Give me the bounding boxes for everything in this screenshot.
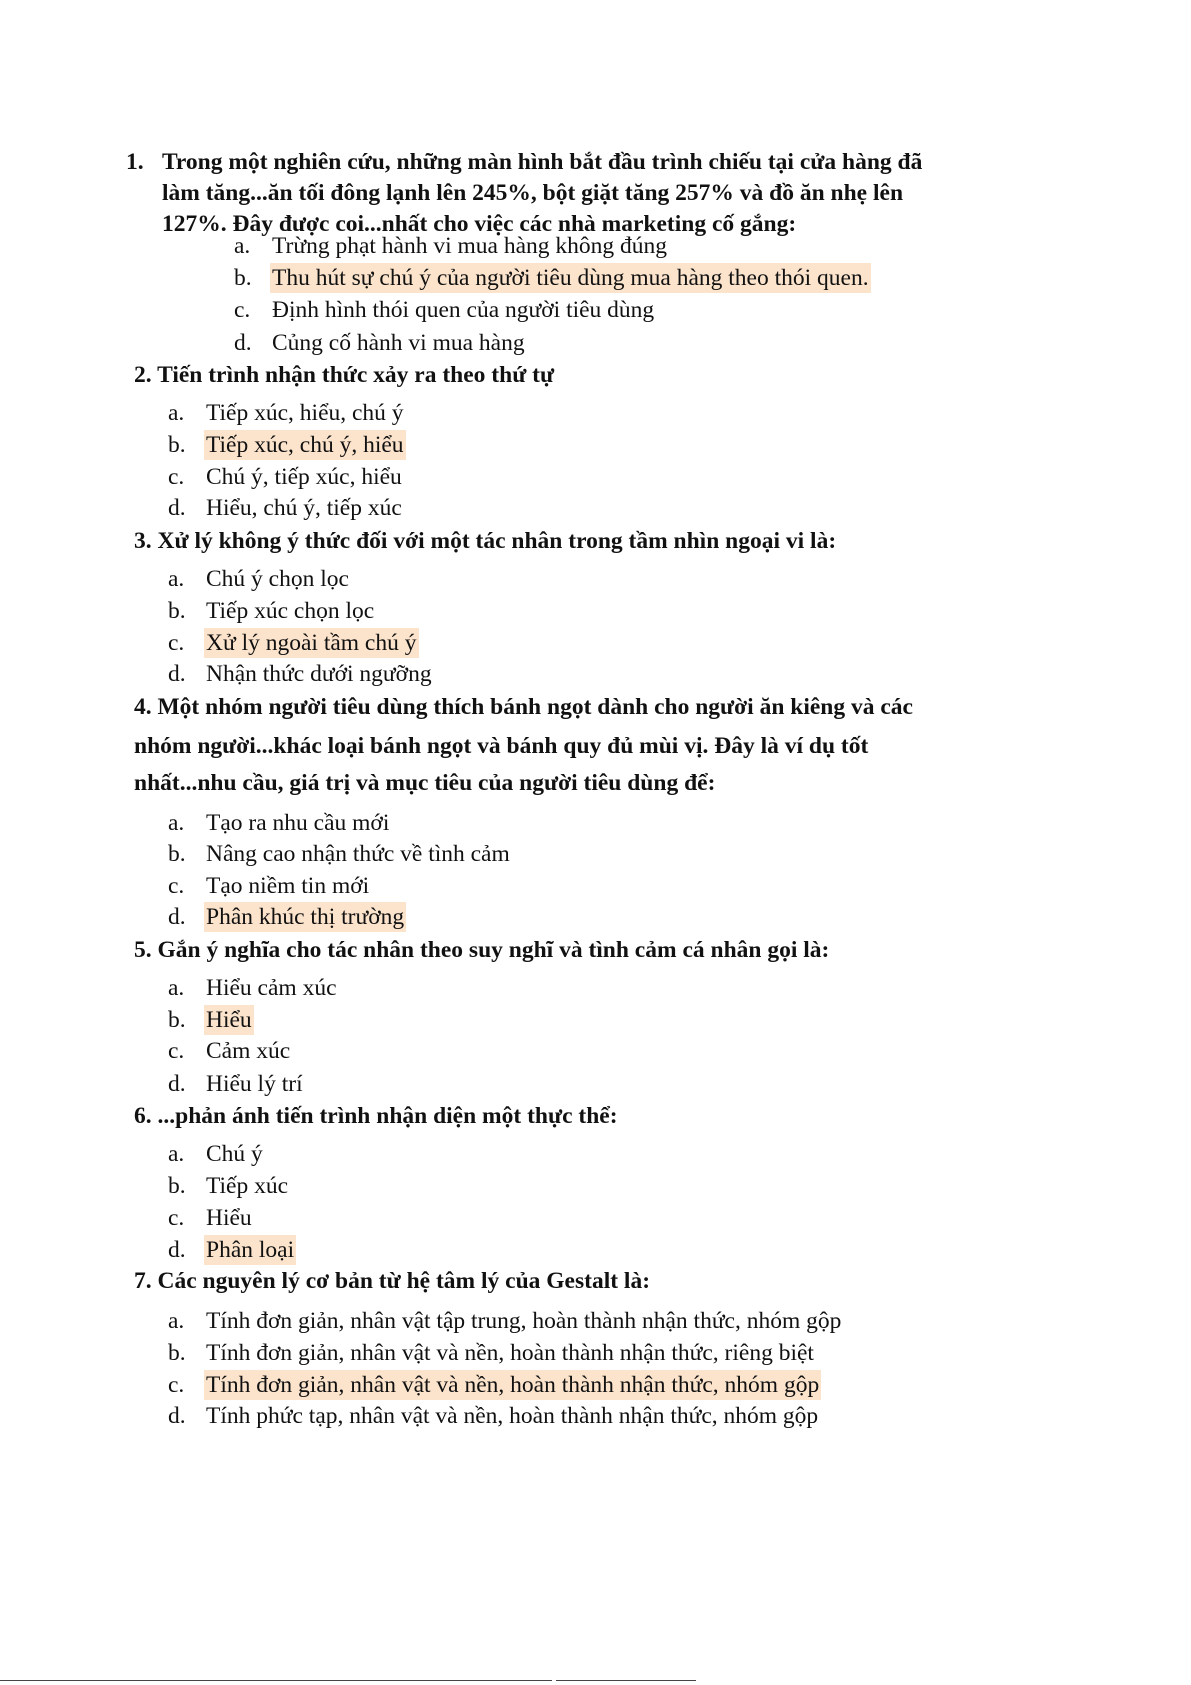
- option-text: Hiểu, chú ý, tiếp xúc: [206, 495, 402, 521]
- option-letter: a.: [168, 400, 185, 426]
- option-letter: b.: [168, 841, 186, 867]
- option-text: Tính phức tạp, nhân vật và nền, hoàn thành nhận thức, nhóm gộp: [206, 1403, 819, 1429]
- option-letter: d.: [168, 1071, 186, 1097]
- footer-divider: [556, 1680, 696, 1681]
- option-letter: d.: [234, 330, 252, 356]
- option-letter: a.: [168, 1141, 185, 1167]
- question-4-line: nhất...nhu cầu, giá trị và mục tiêu của người tiêu dùng để:: [134, 770, 716, 796]
- option-letter: a.: [168, 566, 185, 592]
- option-letter: d.: [168, 661, 186, 687]
- option-text: Chú ý: [206, 1141, 263, 1167]
- option-letter: d.: [168, 495, 186, 521]
- option-text: Định hình thói quen của người tiêu dùng: [272, 297, 655, 323]
- option-text-highlighted: Tính đơn giản, nhân vật và nền, hoàn thành nhận thức, nhóm gộp: [206, 1372, 820, 1398]
- option-text: Hiểu: [206, 1205, 252, 1231]
- option-letter: b.: [168, 432, 186, 458]
- option-text-highlighted: Thu hút sự chú ý của người tiêu dùng mua hàng theo thói quen.: [272, 265, 869, 291]
- question-text-line: làm tăng...ăn tối đông lạnh lên 245%, bột giặt tăng 257% và đồ ăn nhẹ lên: [162, 180, 904, 206]
- option-letter: d.: [168, 904, 186, 930]
- option-letter: c.: [168, 630, 185, 656]
- option-text: Hiểu cảm xúc: [206, 975, 337, 1001]
- option-letter: c.: [234, 297, 251, 323]
- option-text: Tiếp xúc: [206, 1173, 289, 1199]
- question-4-line: nhóm người...khác loại bánh ngọt và bánh quy đủ mùi vị. Đây là ví dụ tốt: [134, 733, 869, 759]
- question-7-title: 7. Các nguyên lý cơ bản từ hệ tâm lý của Gestalt là:: [134, 1268, 651, 1294]
- question-text-line: Trong một nghiên cứu, những màn hình bắt đầu trình chiếu tại cửa hàng đã: [162, 149, 923, 175]
- option-letter: c.: [168, 873, 185, 899]
- option-letter: d.: [168, 1403, 186, 1429]
- option-letter: a.: [168, 975, 185, 1001]
- option-letter: a.: [234, 233, 251, 259]
- option-text-highlighted: Tiếp xúc, chú ý, hiểu: [206, 432, 404, 458]
- question-6-title: 6. ...phản ánh tiến trình nhận diện một thực thể:: [134, 1103, 618, 1129]
- option-letter: b.: [234, 265, 252, 291]
- option-letter: c.: [168, 1372, 185, 1398]
- option-text-highlighted: Phân khúc thị trường: [206, 904, 405, 930]
- option-text: Chú ý, tiếp xúc, hiểu: [206, 464, 402, 490]
- option-letter: b.: [168, 1340, 186, 1366]
- option-text: Cảm xúc: [206, 1038, 291, 1064]
- option-text-highlighted: Phân loại: [206, 1237, 295, 1263]
- option-text: Tiếp xúc, hiểu, chú ý: [206, 400, 404, 426]
- option-letter: d.: [168, 1237, 186, 1263]
- question-text-line: 127%. Đây được coi...nhất cho việc các nhà marketing cố gắng:: [162, 211, 797, 237]
- footer-divider: [0, 1680, 552, 1681]
- question-number: 1.: [126, 149, 144, 175]
- question-4-line: 4. Một nhóm người tiêu dùng thích bánh ngọt dành cho người ăn kiêng và các: [134, 694, 913, 720]
- option-letter: a.: [168, 1308, 185, 1334]
- option-letter: b.: [168, 1173, 186, 1199]
- option-text: Tính đơn giản, nhân vật tập trung, hoàn thành nhận thức, nhóm gộp: [206, 1308, 842, 1334]
- option-text: Chú ý chọn lọc: [206, 566, 349, 592]
- question-5-title: 5. Gắn ý nghĩa cho tác nhân theo suy nghĩ và tình cảm cá nhân gọi là:: [134, 937, 830, 963]
- option-letter: b.: [168, 598, 186, 624]
- option-text: Trừng phạt hành vi mua hàng không đúng: [272, 233, 668, 259]
- option-text: Tạo niềm tin mới: [206, 873, 370, 899]
- option-letter: c.: [168, 464, 185, 490]
- option-text: Nâng cao nhận thức về tình cảm: [206, 841, 510, 867]
- question-2-title: 2. Tiến trình nhận thức xảy ra theo thứ tự: [134, 362, 555, 388]
- question-3-title: 3. Xử lý không ý thức đối với một tác nhân trong tầm nhìn ngoại vi là:: [134, 528, 837, 554]
- option-text: Tạo ra nhu cầu mới: [206, 810, 390, 836]
- option-letter: b.: [168, 1007, 186, 1033]
- option-text: Củng cố hành vi mua hàng: [272, 330, 525, 356]
- option-text-highlighted: Hiểu: [206, 1007, 252, 1033]
- option-letter: c.: [168, 1038, 185, 1064]
- option-text: Nhận thức dưới ngưỡng: [206, 661, 432, 687]
- option-letter: c.: [168, 1205, 185, 1231]
- option-text: Tính đơn giản, nhân vật và nền, hoàn thành nhận thức, riêng biệt: [206, 1340, 814, 1366]
- option-letter: a.: [168, 810, 185, 836]
- option-text-highlighted: Xử lý ngoài tầm chú ý: [206, 630, 417, 656]
- option-text: Hiểu lý trí: [206, 1071, 303, 1097]
- option-text: Tiếp xúc chọn lọc: [206, 598, 375, 624]
